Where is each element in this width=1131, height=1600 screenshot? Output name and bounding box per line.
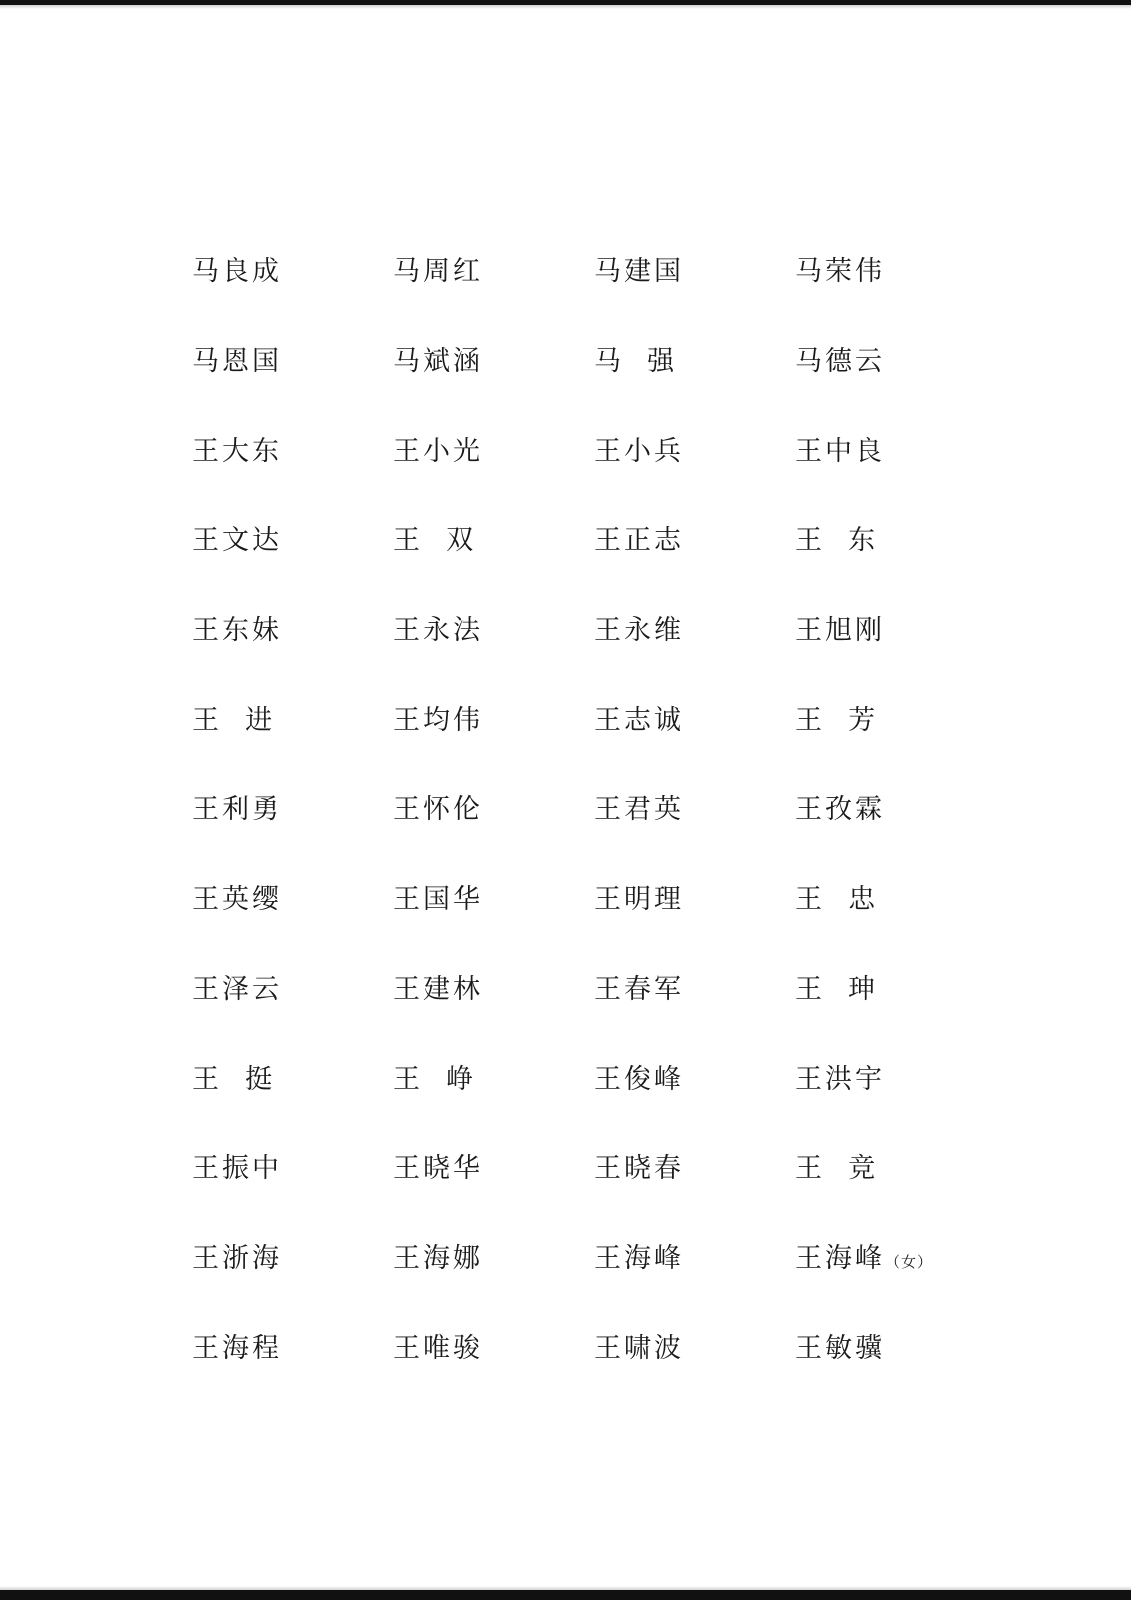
name-entry [594,346,795,378]
name-text: 王春军 [594,973,684,1005]
name-text: 王浙海 [192,1242,282,1274]
name-text: 马恩国 [192,346,282,378]
name-text: 王海峰 [795,1242,885,1274]
name-text: 王 东 [795,525,879,557]
name-entry [393,1242,594,1274]
name-entry [795,435,996,467]
name-entry [795,256,996,288]
name-text: 马建国 [594,256,684,288]
name-entry [594,435,795,467]
name-text: 王 珅 [795,973,879,1005]
name-entry [594,525,795,557]
name-text: 王中良 [795,435,885,467]
name-entry [192,704,393,736]
name-entry [795,615,996,647]
name-text: 王晓华 [393,1153,483,1185]
name-text: 马荣伟 [795,256,885,288]
name-text: 王敏骥 [795,1332,885,1364]
name-text: 王 双 [393,525,477,557]
name-text: 王怀伦 [393,794,483,826]
name-entry [594,256,795,288]
name-text: 马周红 [393,256,483,288]
name-text: 王小光 [393,435,483,467]
name-note: （女） [885,1252,934,1271]
name-entry [594,615,795,647]
name-entry [795,1063,996,1095]
name-text: 王啸波 [594,1332,684,1364]
scan-edge-top [0,0,1131,5]
name-entry [594,794,795,826]
name-text: 王泽云 [192,973,282,1005]
name-text: 王志诚 [594,704,684,736]
name-entry [192,1242,393,1274]
name-text: 马良成 [192,256,282,288]
name-entry [393,1332,594,1364]
name-entry [795,794,996,826]
name-text: 王海娜 [393,1242,483,1274]
name-text: 王小兵 [594,435,684,467]
name-text: 王国华 [393,884,483,916]
name-text: 王 峥 [393,1063,477,1095]
name-text: 王明理 [594,884,684,916]
name-entry [192,973,393,1005]
name-text: 马斌涵 [393,346,483,378]
name-entry [393,256,594,288]
name-entry [192,794,393,826]
name-entry [192,346,393,378]
name-entry [594,973,795,1005]
name-entry [795,1153,996,1185]
name-entry [795,1242,996,1274]
name-entry [594,1063,795,1095]
name-text: 马 强 [594,346,678,378]
name-text: 王晓春 [594,1153,684,1185]
name-text: 王文达 [192,525,282,557]
name-entry [192,1063,393,1095]
name-entry [393,615,594,647]
name-entry [594,1332,795,1364]
name-entry [192,1332,393,1364]
name-entry [795,973,996,1005]
name-entry [393,884,594,916]
name-text: 王大东 [192,435,282,467]
name-text: 王永维 [594,615,684,647]
name-text: 王 芳 [795,704,879,736]
name-text: 王 忠 [795,884,879,916]
name-entry [393,525,594,557]
name-entry [393,435,594,467]
name-text: 王俊峰 [594,1063,684,1095]
name-text: 王均伟 [393,704,483,736]
name-text: 王唯骏 [393,1332,483,1364]
name-entry [192,1153,393,1185]
name-list [192,227,996,1393]
name-entry [795,704,996,736]
name-text: 王英缨 [192,884,282,916]
name-entry [393,973,594,1005]
name-text: 王君英 [594,794,684,826]
name-text: 王 挺 [192,1063,276,1095]
name-entry [594,1153,795,1185]
name-entry [192,615,393,647]
name-entry [393,704,594,736]
name-entry [393,794,594,826]
name-entry [192,256,393,288]
name-entry [594,884,795,916]
name-entry [393,1063,594,1095]
name-text: 王旭刚 [795,615,885,647]
name-entry [795,1332,996,1364]
name-text: 马德云 [795,346,885,378]
name-entry [192,435,393,467]
name-text: 王孜霖 [795,794,885,826]
name-text: 王永法 [393,615,483,647]
name-text: 王 进 [192,704,276,736]
name-entry [795,346,996,378]
name-text: 王东妹 [192,615,282,647]
name-text: 王利勇 [192,794,282,826]
scan-edge-bottom [0,1590,1131,1600]
name-text: 王建林 [393,973,483,1005]
name-entry [192,884,393,916]
name-entry [594,1242,795,1274]
name-text: 王 竞 [795,1153,879,1185]
name-entry [393,346,594,378]
name-text: 王海峰 [594,1242,684,1274]
name-entry [795,525,996,557]
name-text: 王正志 [594,525,684,557]
name-entry [594,704,795,736]
name-entry [393,1153,594,1185]
name-entry [795,884,996,916]
name-text: 王海程 [192,1332,282,1364]
name-entry [192,525,393,557]
name-text: 王振中 [192,1153,282,1185]
name-text: 王洪宇 [795,1063,885,1095]
